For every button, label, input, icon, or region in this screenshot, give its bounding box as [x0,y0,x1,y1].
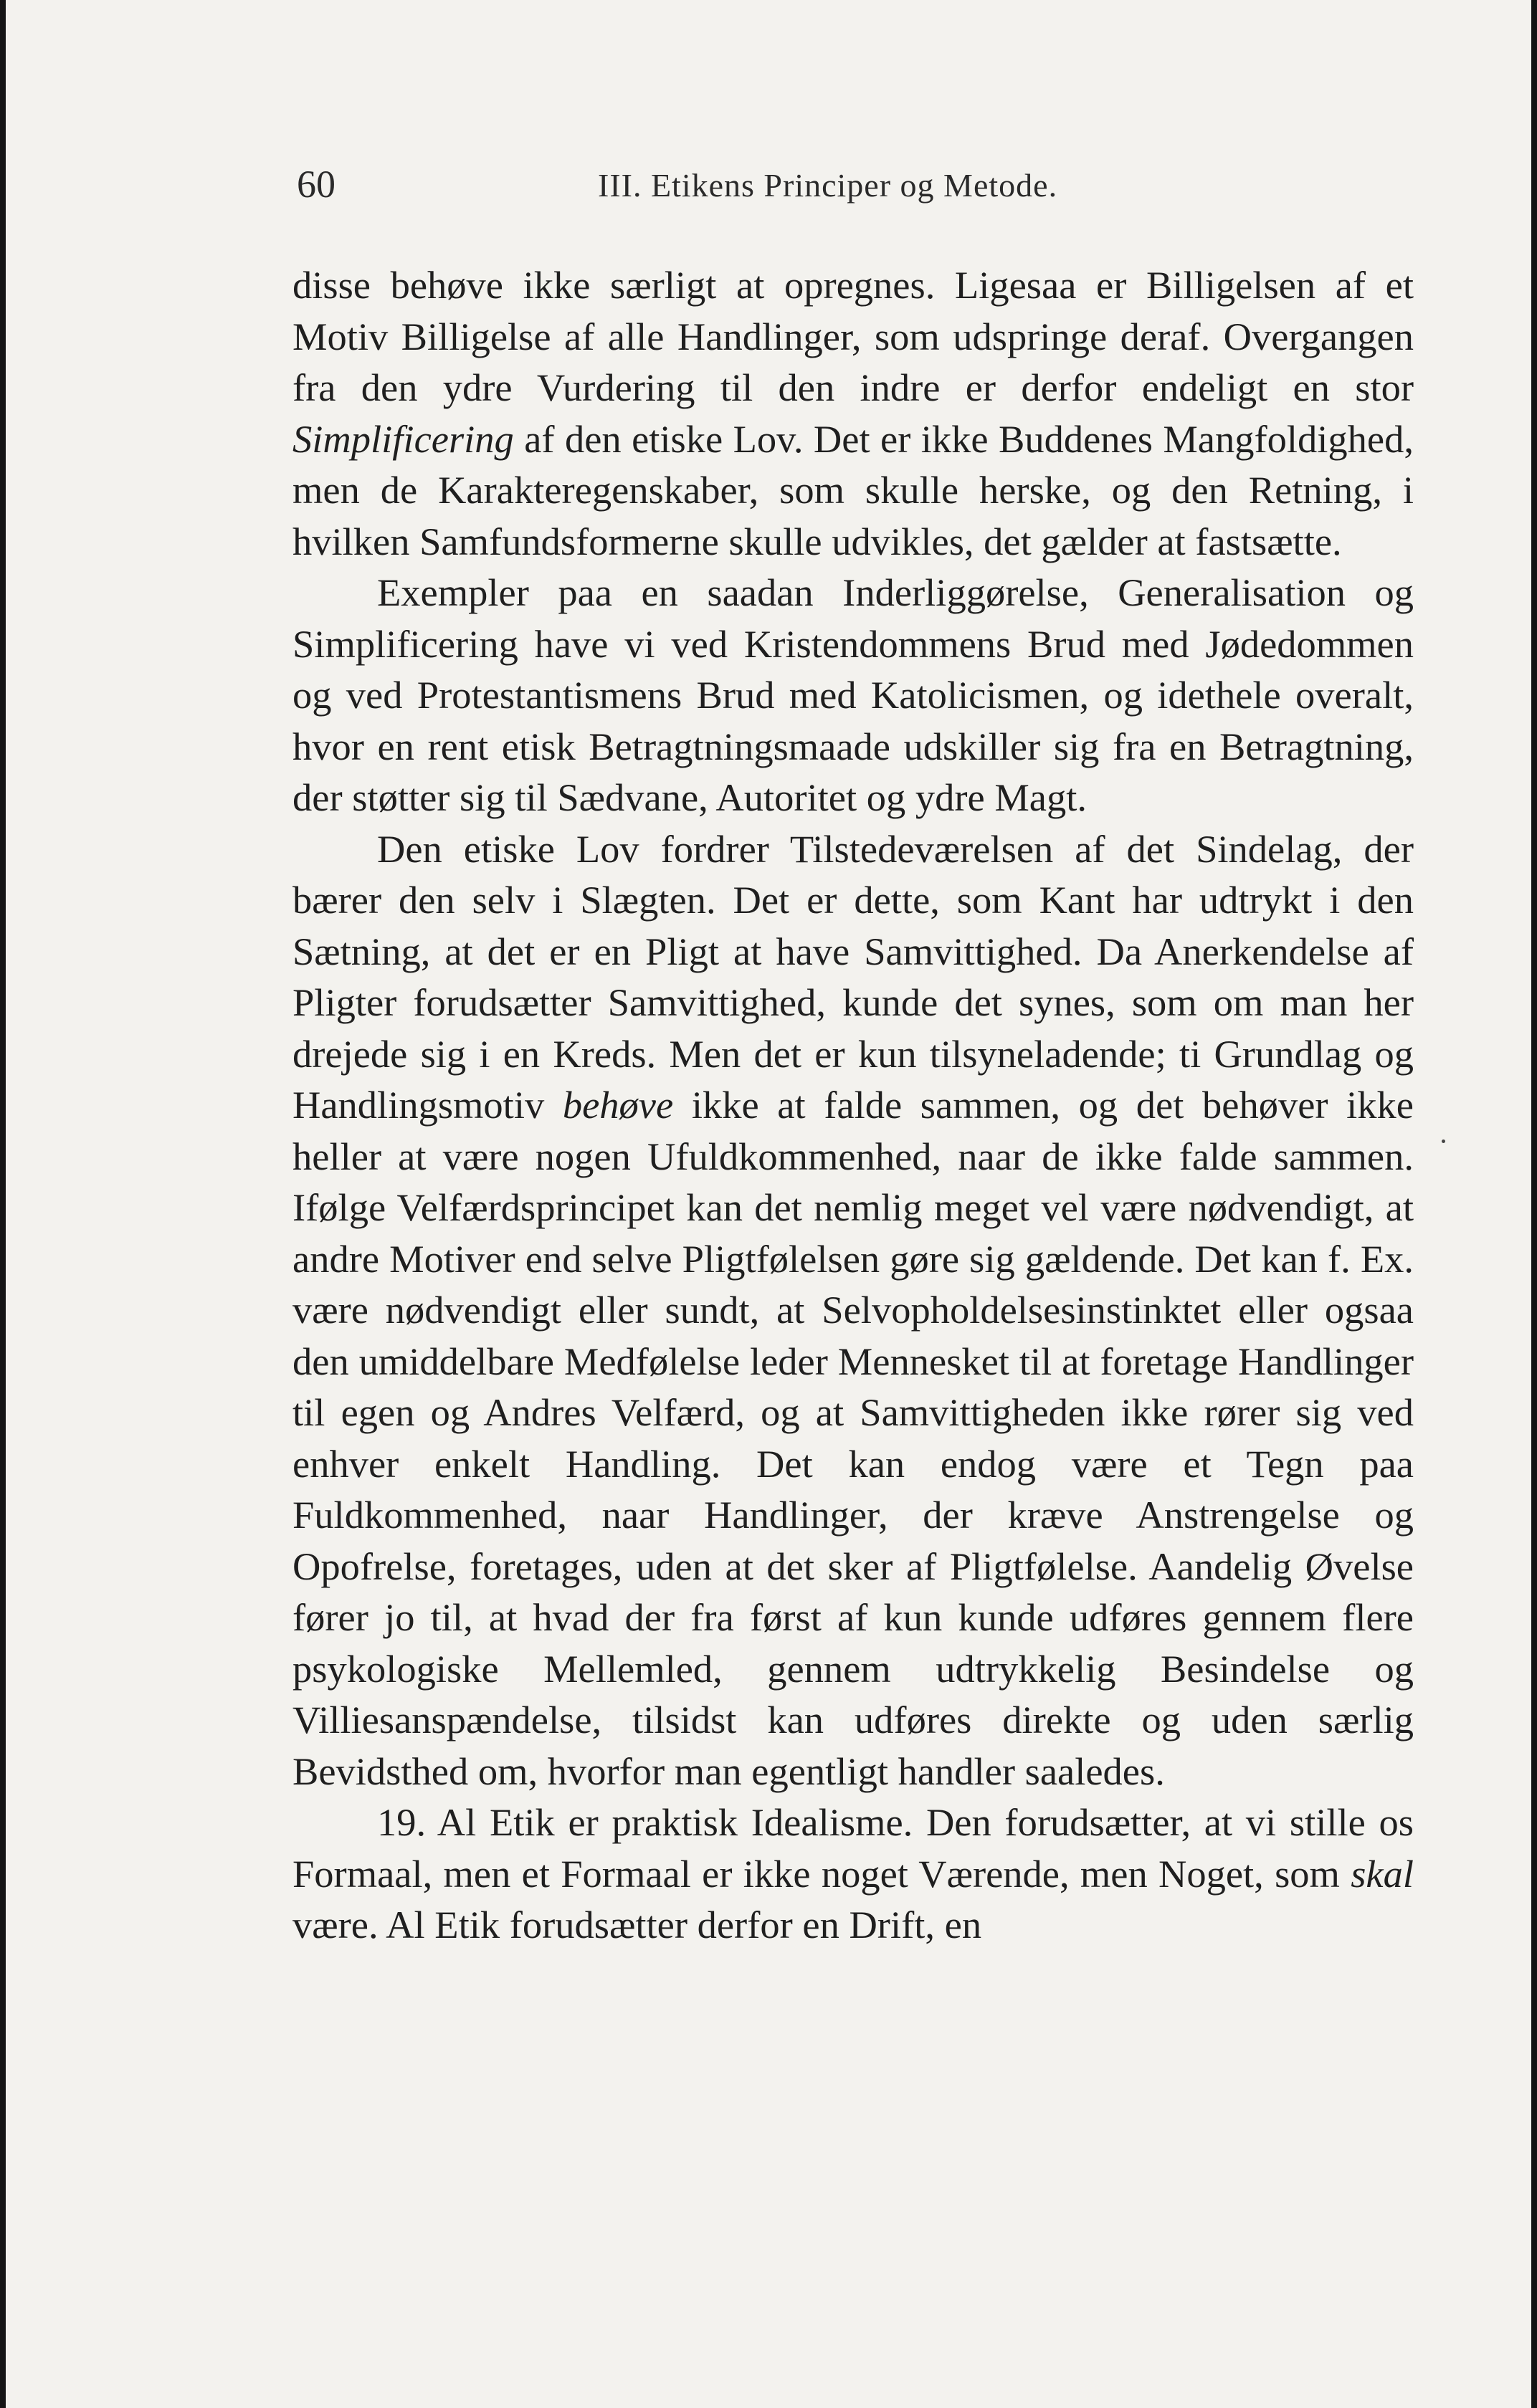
paragraph [292,259,1414,567]
book-page [6,0,1531,2408]
text-run: disse behøve ikke særligt at opregnes. Ligesaa er Billigelsen af et Motiv Billigelse af alle Handlinger, som udspringe deraf. Overgangen fra den ydre Vurdering til den indre er derfor endeligt en stor [292,263,1414,409]
print-speck [1442,1140,1445,1143]
italic-term: skal [1351,1851,1414,1896]
paragraph [292,1797,1414,1951]
text-run: være. Al Etik forudsætter derfor en Drift, en [292,1903,982,1946]
text-run: ikke at falde sammen, og det behøver ikke heller at være nogen Ufuldkommenhed, naar de ikke falde sammen. Ifølge Velfærdsprincipet kan det nemlig meget vel være nødvendigt, at andre Motiver end selve Pligtfølelsen gøre sig gældende. Det kan f. Ex. være nødvendigt eller sundt, at Selvopholdelsesinstinktet eller ogsaa den umiddelbare Medfølelse leder Mennesket til at foretage Handlinger til egen og Andres Velfærd, og at Samvittigheden ikke rører sig ved enhver enkelt Handling. Det kan endog være et Tegn paa Fuldkommenhed, naar Handlinger, der kræve Anstrengelse og Opofrelse, foretages, uden at det sker af Pligtfølelse. Aandelig Øvelse fører jo til, at hvad der fra først af kun kunde udføres gennem flere psykologiske Mellemled, gennem udtrykkelig Besindelse og Villiesanspændelse, tilsidst kan udføres direkte og uden særlig Bevidsthed om, hvorfor man egentligt handler saaledes. [292,1083,1414,1793]
page-number: 60 [297,163,336,206]
text-run: Exempler paa en saadan Inderliggørelse, Generalisation og Simplificering have vi ved Kristendommens Brud med Jødedommen og ved Protestantismens Brud med Katolicismen, og idethele overalt, hvor en rent etisk Betragtningsmaade udskiller sig fra en Betragtning, der støtter sig til Sædvane, Autoritet og ydre Magt. [292,570,1414,819]
body-text [292,259,1414,1951]
paragraph [292,567,1414,823]
running-head: III. Etikens Principer og Metode. [598,167,1058,204]
text-run: Den etiske Lov fordrer Tilstedeværelsen af det Sindelag, der bærer den selv i Slægten. Det er dette, som Kant har udtrykt i den Sætning, at det er en Pligt at have Samvittighed. Da Anerkendelse af Pligter forudsætter Samvittighed, kunde det synes, som om man her drejede sig i en Kreds. Men det er kun tilsyneladende; ti Grundlag og Handlingsmotiv [292,826,1414,1127]
italic-term: Simplificering [292,416,514,461]
page-header [288,162,1421,219]
text-run: af den etiske Lov. Det er ikke Buddenes Mangfoldighed, men de Karakteregenskaber, som skulle herske, og den Retning, i hvilken Samfundsformerne skulle udvikles, det gælder at fastsætte. [292,416,1414,563]
italic-term: behøve [562,1083,674,1127]
text-run: 19. Al Etik er praktisk Idealisme. Den forudsætter, at vi stille os Formaal, men et Formaal er ikke noget Værende, men Noget, som [292,1800,1414,1896]
paragraph [292,823,1414,1797]
